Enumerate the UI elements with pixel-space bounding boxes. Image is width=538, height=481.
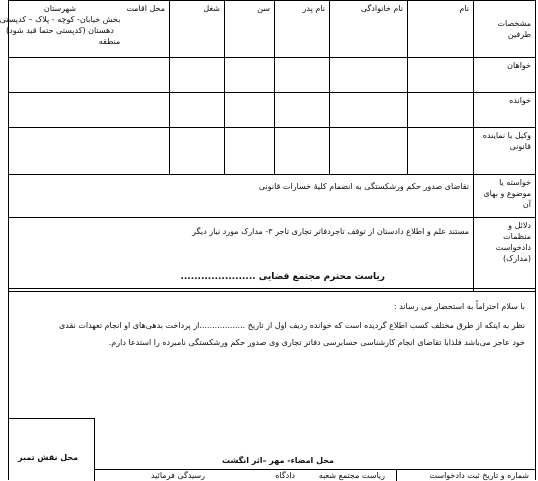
address-line-4: منطقه	[98, 37, 121, 46]
evidence-label: دلائل و منظمات دادخواست (مدارک)	[474, 218, 536, 292]
plaintiff-job-cell[interactable]	[170, 58, 225, 93]
letter-body-line-1[interactable]: نظر به اینکه از طرق مختلف کسب اطلاع گردیده است که خوانده ردیف اول از تاریخ ..................از پرداخت بدهی‌های‌ او انجام تعهدات نقدی	[59, 321, 525, 330]
defendant-job-cell[interactable]	[170, 93, 225, 128]
plaintiff-name-cell[interactable]	[408, 58, 474, 93]
lawyer-family-cell[interactable]	[330, 128, 408, 175]
defendant-family-cell[interactable]	[330, 93, 408, 128]
col-family-header: نام خانوادگی	[330, 1, 408, 58]
request-row	[9, 175, 536, 218]
title-divider	[8, 288, 535, 289]
defendant-name-cell[interactable]	[408, 93, 474, 128]
plaintiff-label: خواهان	[474, 58, 536, 93]
stamp-box	[8, 418, 95, 481]
residence-label: محل اقامت	[126, 4, 165, 13]
address-line-2: بخش خیابان- کوچه - پلاک – کدپستی	[0, 15, 121, 24]
address-line-3: دهستان (کدپستی حتما قید شود)	[6, 26, 114, 35]
plaintiff-age-cell[interactable]	[225, 58, 275, 93]
col-specs-header: مشخصات طرفین	[474, 1, 536, 58]
footer-review: رسیدگی فرمائید	[151, 471, 205, 480]
lawyer-address-cell[interactable]	[9, 128, 170, 175]
plaintiff-row	[9, 58, 536, 93]
plaintiff-family-cell[interactable]	[330, 58, 408, 93]
plaintiff-address-cell[interactable]	[9, 58, 170, 93]
table-header-row	[9, 1, 536, 58]
lawyer-age-cell[interactable]	[225, 128, 275, 175]
evidence-value[interactable]: مستند علم و اطلاع دادستان از توقف تاجردفاتر تجاری تاجر ۳- مدارک مورد نیاز دیگر	[9, 218, 474, 292]
plaintiff-father-cell[interactable]	[275, 58, 330, 93]
col-father-header: نام پدر	[275, 1, 330, 58]
request-label: خواسته یا موضوع و بهای آن	[474, 175, 536, 218]
stamp-label: محل نقش تمبر	[18, 453, 79, 462]
footer-divider	[94, 469, 535, 470]
signature-label: محل امضاء- مهر –اثر انگشت	[222, 456, 334, 465]
col-name-header: نام	[408, 1, 474, 58]
request-value[interactable]: تقاضای صدور حکم ورشکستگی به انضمام کلیۀ خسارات قانونی	[9, 175, 474, 218]
lawyer-job-cell[interactable]	[170, 128, 225, 175]
letter-greeting: با سلام احتراماً به استحضار می رساند :	[393, 302, 525, 311]
letter-title: ریاست محترم مجتمع قضایی ......................	[180, 272, 385, 282]
footer-registration: شماره و تاریخ ثبت دادخواست	[429, 471, 529, 480]
letter-body-line-2[interactable]: خود عاجز می‌باشد فلذابا تقاضای انجام کارشناسی حسابرسی دفاتر تجاری وی صدور حکم ورشکستگی نامبرده را استدعا دارم.	[108, 338, 525, 347]
col-residence-header	[0, 1, 170, 58]
footer-court: دادگاه	[275, 471, 295, 480]
petition-letter	[8, 268, 535, 480]
lawyer-row	[9, 128, 536, 175]
footer-separator	[396, 469, 397, 481]
defendant-label: خوانده	[474, 93, 536, 128]
defendant-address-cell[interactable]	[9, 93, 170, 128]
address-line-1: شهرستان	[43, 4, 77, 13]
col-job-header: شغل	[170, 1, 225, 58]
defendant-age-cell[interactable]	[225, 93, 275, 128]
lawyer-father-cell[interactable]	[275, 128, 330, 175]
lawyer-label: وکیل یا نماینده قانونی	[474, 128, 536, 175]
footer-complex-branch: ریاست مجتمع شعبه	[318, 471, 385, 480]
col-age-header: سن	[225, 1, 275, 58]
lawyer-name-cell[interactable]	[408, 128, 474, 175]
defendant-row	[9, 93, 536, 128]
defendant-father-cell[interactable]	[275, 93, 330, 128]
